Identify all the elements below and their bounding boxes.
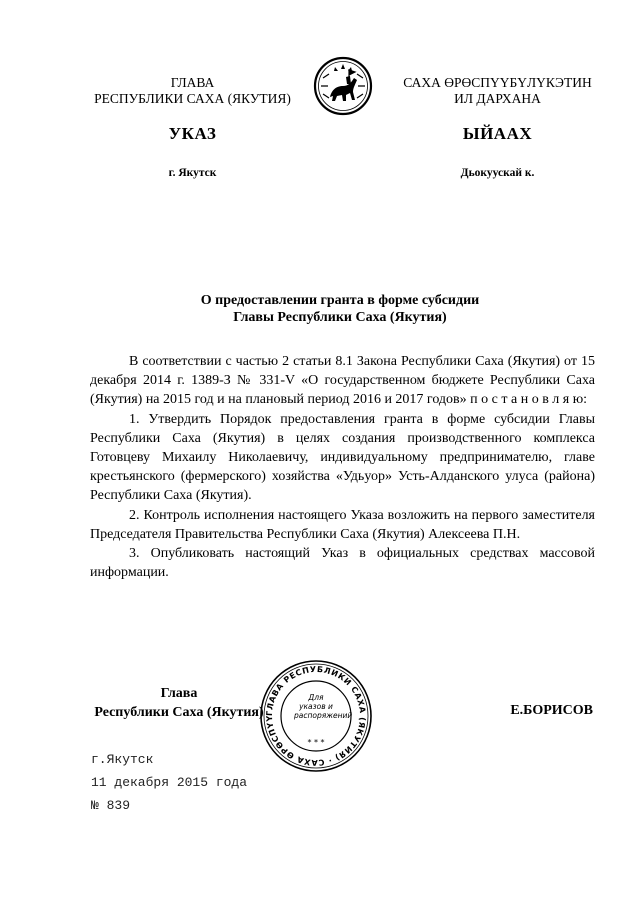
decree-body bbox=[90, 352, 595, 582]
seal-center-text bbox=[294, 693, 353, 720]
decree-item-1: 1. Утвердить Порядок предоставления гранта в форме субсидии Главы Республики Саха (Якутия) в целях создания производственного комплекса Готовцеву Михаилу Николаевичу, индивидуальному предпринимателю, главе крестьянского (фермерского) хозяйства «Удьуор» Усть-Алданского улуса (района) Республики Саха (Якутия). bbox=[90, 411, 595, 504]
signature-title bbox=[90, 684, 268, 722]
decree-metadata bbox=[91, 748, 247, 817]
seal-center-line2: указов и bbox=[299, 702, 333, 711]
signatory-name: Е.БОРИСОВ bbox=[510, 703, 593, 718]
decree-subject-line1: О предоставлении гранта в форме субсидии bbox=[200, 293, 480, 308]
header-left-line1: ГЛАВА bbox=[170, 75, 215, 90]
header-left-line2: РЕСПУБЛИКИ САХА (ЯКУТИЯ) bbox=[94, 91, 291, 106]
sakha-emblem-icon bbox=[313, 56, 373, 116]
decree-title-ru: УКАЗ bbox=[168, 124, 217, 143]
decree-number: № 839 bbox=[91, 798, 131, 813]
decree-item-2: 2. Контроль исполнения настоящего Указа возложить на первого заместителя Председателя Правительства Республики Саха (Якутия) Алексеева П.Н. bbox=[90, 507, 595, 542]
city-sakha: Дьокуускай к. bbox=[460, 167, 535, 179]
seal-center-line3: распоряжений bbox=[294, 711, 353, 720]
signature-title-line1: Глава bbox=[160, 686, 198, 701]
signature-title-line2: Республики Саха (Якутия) bbox=[94, 705, 264, 720]
seal-outer-text: ГЛАВА РЕСПУБЛИКИ САХА (ЯКУТИЯ) · САХА ӨРӨСПҮҮ bbox=[264, 664, 368, 768]
header-right-line1: САХА ӨРӨСПҮҮБҮЛҮКЭТИН bbox=[403, 75, 592, 90]
decree-title-sakha: ЫЙААХ bbox=[462, 124, 533, 143]
seal-center-line1: Для bbox=[308, 693, 324, 702]
header-right-org bbox=[375, 75, 620, 107]
city-ru: г. Якутск bbox=[168, 167, 217, 179]
decree-date: 11 декабря 2015 года bbox=[91, 775, 248, 790]
header-right-line2: ИЛ ДАРХАНА bbox=[454, 91, 541, 106]
decree-subject-line2: Главы Республики Саха (Якутия) bbox=[233, 310, 447, 325]
decree-city: г.Якутск bbox=[91, 752, 154, 767]
svg-text:* * *: * * * bbox=[307, 738, 325, 747]
decree-preamble: В соответствии с частью 2 статьи 8.1 Закона Республики Саха (Якутия) от 15 декабря 2014 г. 1389-З № 331-V «О государственном бюджете Республики Саха (Якутия) на 2015 год и на плановый период 2016 и 2017 годов» п о с т а н о в л я ю: bbox=[90, 354, 595, 408]
decree-subject bbox=[90, 292, 590, 326]
header-left-org bbox=[60, 75, 325, 107]
decree-item-3: 3. Опубликовать настоящий Указ в официальных средствах массовой информации. bbox=[90, 546, 595, 581]
